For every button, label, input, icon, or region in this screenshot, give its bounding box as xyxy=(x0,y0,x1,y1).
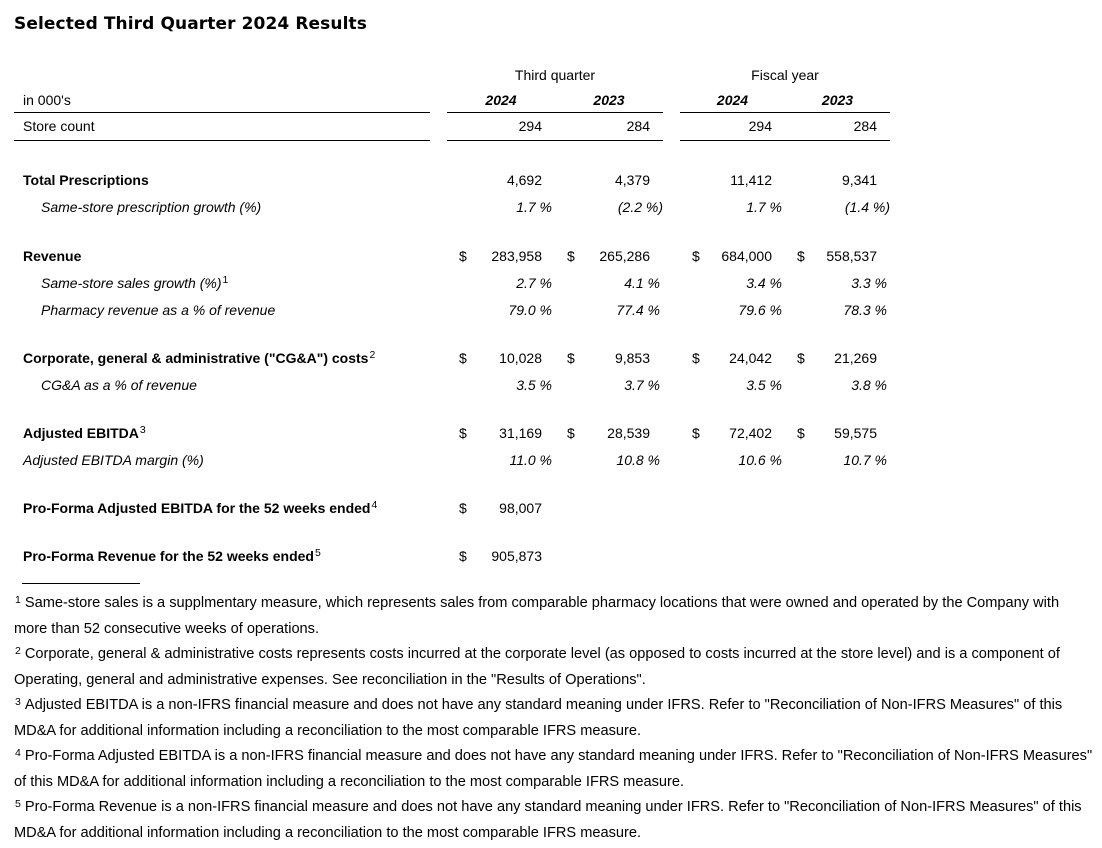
table-row-cga-pct: CG&A as a % of revenue 3.5 % 3.7 % 3.5 % 3.8 % xyxy=(41,376,887,393)
currency-symbol: $ xyxy=(459,349,467,366)
footnotes xyxy=(14,591,1094,846)
row-label: Total Prescriptions xyxy=(23,171,149,188)
footnote-4: $^4$ Pro-Forma Adjusted EBITDA is a non-IFRS financial measure and does not have any standard meaning under IFRS. Refer to "Reconciliation of Non-IFRS Measures" of this MD&A for additional information including a reconciliation to the most comparable IFRS measure. xyxy=(14,747,1093,790)
currency-symbol: $ xyxy=(459,424,467,441)
table-row-proforma-adjusted-ebitda: Pro-Forma Adjusted EBITDA for the 52 weeks ended$^4$ $ 98,007 xyxy=(23,498,542,516)
row-label: Pharmacy revenue as a % of revenue xyxy=(41,301,276,318)
footnote-5: $^5$ Pro-Forma Revenue is a non-IFRS financial measure and does not have any standard meaning under IFRS. Refer to "Reconciliation of Non-IFRS Measures" of this MD&A for additional information including a reconciliation to the most comparable IFRS measure. xyxy=(14,798,1082,841)
unit-label: in 000's xyxy=(14,88,430,113)
year-fy-2023: 2023 xyxy=(785,88,890,113)
currency-symbol: $ xyxy=(459,247,467,264)
group-header-third-quarter: Third quarter xyxy=(514,67,596,83)
table-row-adjusted-ebitda-margin: Adjusted EBITDA margin (%) 11.0 % 10.8 % 10.6 % 10.7 % xyxy=(23,451,887,468)
footnote-ref: 3 xyxy=(139,423,146,436)
footnote-number: 5 xyxy=(15,798,21,810)
row-label: Same-store sales growth (%) xyxy=(41,274,222,291)
year-q-2023: 2023 xyxy=(555,88,663,113)
results-table xyxy=(14,62,890,569)
table-row-same-store-sales-growth: Same-store sales growth (%)$^1$ 2.7 % 4.1 % 3.4 % 3.3 % xyxy=(41,273,887,291)
currency-symbol: $ xyxy=(797,349,805,366)
year-header-row xyxy=(14,88,890,112)
row-label: Revenue xyxy=(23,247,82,264)
table-row-pharmacy-revenue-pct: Pharmacy revenue as a % of revenue 79.0 % 77.4 % 79.6 % 78.3 % xyxy=(41,301,887,318)
year-fy-2024: 2024 xyxy=(680,88,785,113)
row-label: Pro-Forma Adjusted EBITDA for the 52 weeks ended xyxy=(23,499,371,516)
footnote-number: 3 xyxy=(15,696,21,708)
currency-symbol: $ xyxy=(567,424,575,441)
footnote-number: 4 xyxy=(15,747,21,759)
currency-symbol: $ xyxy=(567,349,575,366)
footnote-number: 2 xyxy=(15,645,21,657)
currency-symbol: $ xyxy=(567,247,575,264)
row-label: Adjusted EBITDA margin (%) xyxy=(23,451,204,468)
table-row-revenue: Revenue $ 283,958 $ 265,286 $ 684,000 $ 558,537 xyxy=(23,247,877,264)
currency-symbol: $ xyxy=(692,247,700,264)
footnote-number: 1 xyxy=(15,594,21,606)
year-q-2024: 2024 xyxy=(447,88,555,113)
table-row-total-prescriptions: Total Prescriptions 4,692 4,379 11,412 9,341 xyxy=(23,171,877,188)
footnote-2: $^2$ Corporate, general & administrative costs represents costs incurred at the corporate level (as opposed to costs incurred at the store level) and is a component of Operating, general and administrative expenses. See reconciliation in the "Results of Operations". xyxy=(14,645,1060,688)
row-label: Adjusted EBITDA xyxy=(23,424,139,441)
table-row-adjusted-ebitda: Adjusted EBITDA$^3$ $ 31,169 $ 28,539 $ 72,402 $ 59,575 xyxy=(23,423,877,441)
footnote-ref: 2 xyxy=(369,348,376,361)
column-group-header-row xyxy=(14,62,890,88)
table-row-store-count: Store count 294 284 294 284 xyxy=(14,112,890,140)
row-label: Same-store prescription growth (%) xyxy=(41,198,262,215)
group-header-fiscal-year: Fiscal year xyxy=(751,67,819,83)
footnote-ref: 1 xyxy=(222,273,229,286)
footnote-3: $^3$ Adjusted EBITDA is a non-IFRS financial measure and does not have any standard meaning under IFRS. Refer to "Reconciliation of Non-IFRS Measures" of this MD&A for additional information including a reconciliation to the most comparable IFRS measure. xyxy=(14,696,1063,739)
currency-symbol: $ xyxy=(797,247,805,264)
row-label: Pro-Forma Revenue for the 52 weeks ended xyxy=(23,547,314,564)
currency-symbol: $ xyxy=(692,424,700,441)
page-title: Selected Third Quarter 2024 Results xyxy=(14,14,367,34)
footnote-1: $^1$ Same-store sales is a supplmentary measure, which represents sales from comparable pharmacy locations that were owned and operated by the Company with more than 52 consecutive weeks of operations. xyxy=(14,594,1060,637)
currency-symbol: $ xyxy=(459,547,467,564)
row-label: Corporate, general & administrative ("CG&A") costs xyxy=(23,349,369,366)
footnote-separator xyxy=(22,583,140,584)
row-label: CG&A as a % of revenue xyxy=(41,376,197,393)
footnote-ref: 5 xyxy=(314,546,321,559)
table-row-cga-costs: Corporate, general & administrative ("CG&A") costs$^2$ $ 10,028 $ 9,853 $ 24,042 $ 21,269 xyxy=(23,348,877,366)
footnote-ref: 4 xyxy=(371,498,378,511)
table-row-same-store-prescription-growth: Same-store prescription growth (%) 1.7 % (2.2 %) 1.7 % (1.4 %) xyxy=(41,198,890,215)
row-label: Store count xyxy=(14,112,430,141)
table-row-proforma-revenue: Pro-Forma Revenue for the 52 weeks ended$^5$ $ 905,873 xyxy=(23,546,542,564)
currency-symbol: $ xyxy=(797,424,805,441)
currency-symbol: $ xyxy=(692,349,700,366)
currency-symbol: $ xyxy=(459,499,467,516)
